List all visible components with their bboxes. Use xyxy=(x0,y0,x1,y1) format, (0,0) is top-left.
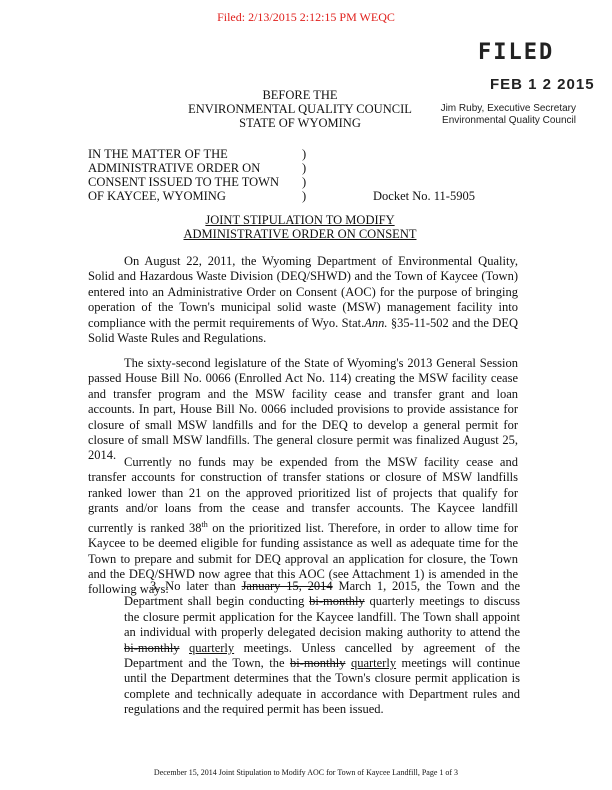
filed-stamp-date: FEB 1 2 2015 xyxy=(490,76,595,93)
document-heading xyxy=(170,88,430,130)
caption-line: CONSENT ISSUED TO THE TOWN xyxy=(88,175,279,189)
paragraph-1: On August 22, 2011, the Wyoming Department of Environmental Quality, Solid and Hazardous Waste Division (DEQ/SHWD) and the Town of Kaycee (Town) entered into an Administrative Order on Consent (AOC) for the purpose of bringing operation of the Town's municipal solid waste (MSW) management facility into compliance with the permit requirements of Wyo. Stat.Ann. §35-11-502 and the DEQ Solid Waste Rules and Regulations. xyxy=(88,254,518,346)
caption-line: OF KAYCEE, WYOMING xyxy=(88,189,226,203)
caption-line: IN THE MATTER OF THE xyxy=(88,147,228,161)
deleted-text: bi-monthly xyxy=(289,656,346,671)
deleted-text: bi-monthly xyxy=(309,594,365,609)
title-line-1: JOINT STIPULATION TO MODIFY xyxy=(205,213,395,227)
stamp-signer-title: Environmental Quality Council xyxy=(442,115,576,126)
docket-number: Docket No. 11-5905 xyxy=(373,189,475,203)
heading-line-1: BEFORE THE xyxy=(262,88,338,102)
deleted-text: bi-monthly xyxy=(124,640,180,655)
document-title xyxy=(150,213,450,241)
case-caption xyxy=(88,147,279,203)
title-line-2: ADMINISTRATIVE ORDER ON CONSENT xyxy=(183,227,417,241)
caption-bracket: ) ) ) ) xyxy=(302,147,307,203)
inserted-text: quarterly xyxy=(350,656,397,671)
page-footer: December 15, 2014 Joint Stipulation to Modify AOC for Town of Kaycee Landfill, Page 1 of 3 xyxy=(153,768,459,777)
stamp-signer-name: Jim Ruby, Executive Secretary xyxy=(440,103,576,114)
heading-line-2: ENVIRONMENTAL QUALITY COUNCIL xyxy=(188,102,412,116)
filed-timestamp-header: Filed: 2/13/2015 2:12:15 PM WEQC xyxy=(217,10,395,24)
heading-line-3: STATE OF WYOMING xyxy=(239,116,361,130)
amendment-item-3: 3. No later than January 15, 2014 March 1, 2015, the Town and the Department shall begin conducting bi-monthly quarterly meetings to discuss the closure permit application for the Kaycee landfill. The Town shall appoint an individual with properly delegated decision making authority to attend the bi-monthly quarterly meetings. Unless cancelled by agreement of the Department and the Town, the bi-monthly quarterly meetings will continue until the Department determines that the Town's closure permit application is complete and technically adequate in accordance with Department rules and regulations and the required permit has been issued. xyxy=(124,579,521,717)
deleted-text: January 15, 2014 xyxy=(241,579,333,593)
paragraph-2: The sixty-second legislature of the State of Wyoming's 2013 General Session passed House Bill No. 0066 (Enrolled Act No. 114) creating the MSW facility cease and transfer program and the MSW facility cease and transfer grant and loan accounts. In part, House Bill No. 0066 included provisions to provide assistance for closure of small MSW landfills and for the DEQ to develop a general permit for closure of small MSW landfills. The general closure permit was finalized August 25, 2014. xyxy=(88,356,518,463)
caption-line: ADMINISTRATIVE ORDER ON xyxy=(88,161,261,175)
paragraph-3: Currently no funds may be expended from the MSW facility cease and transfer accounts for construction of transfer stations or closure of MSW landfills ranked lower than 21 on the approved prioritized list of projects that qualify for grants and/or loans from the cease and transfer accounts. The Kaycee landfill currently is ranked 38th on the prioritized list. Therefore, in order to allow time for Kaycee to be deemed eligible for funding assistance as well as adequate time for the Town to prepare and submit for DEQ approval an application for closure, the Town and the DEQ/SHWD now agree that this AOC (see Attachment 1) is amended in the following ways: xyxy=(88,455,518,597)
inserted-text: quarterly xyxy=(189,640,235,655)
filed-stamp: FILED xyxy=(478,40,555,65)
